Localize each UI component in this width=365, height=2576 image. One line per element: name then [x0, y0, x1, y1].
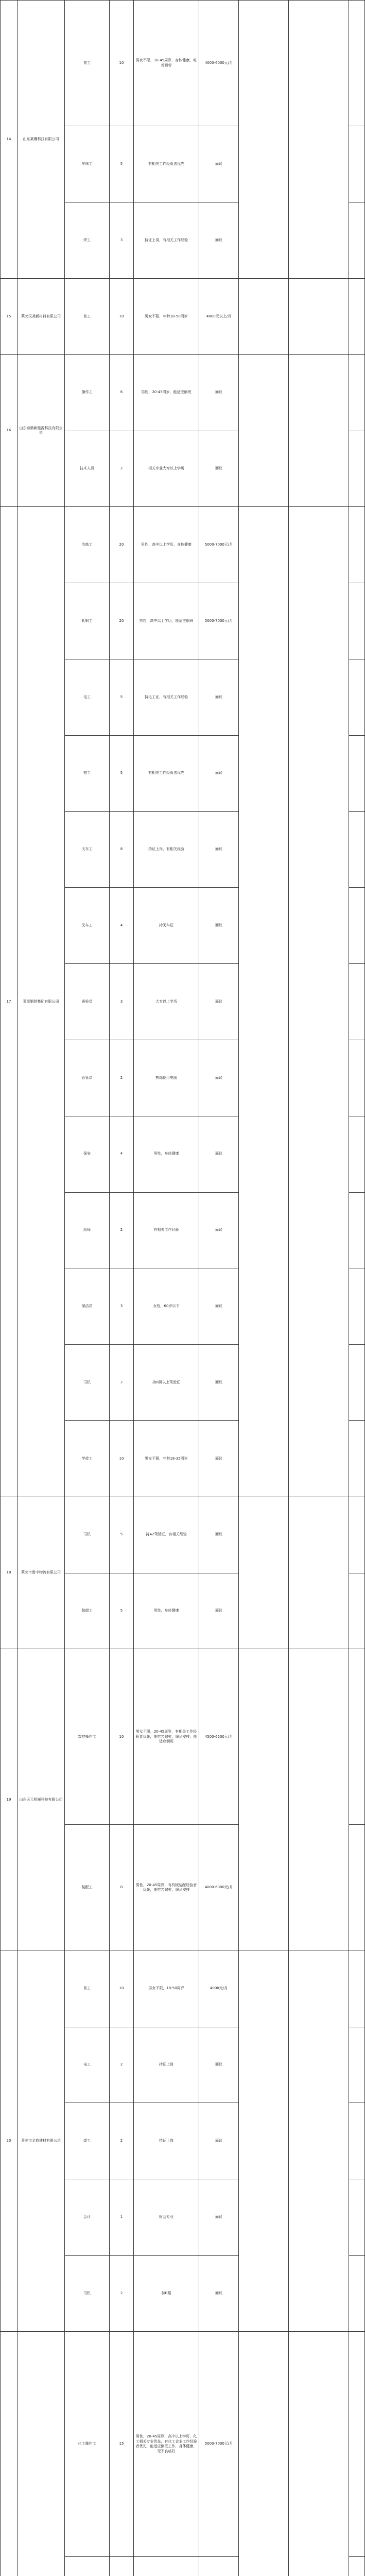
- job-title: 学徒工: [65, 1420, 110, 1497]
- job-note: [349, 1040, 365, 1116]
- job-note: [349, 1649, 365, 1825]
- job-pay: 4000元以上/月: [199, 279, 239, 355]
- job-pay: 面议: [199, 126, 239, 202]
- job-title: 会计: [65, 2179, 110, 2256]
- job-requirements: 有相关工作经验者优先: [134, 735, 199, 811]
- job-pay: 5000-7000元/月: [199, 507, 239, 583]
- job-title: 质检员: [65, 964, 110, 1040]
- job-note: [349, 507, 365, 583]
- job-note: [349, 1268, 365, 1345]
- job-count: 2: [110, 431, 134, 507]
- job-title: 仓管员: [65, 1040, 110, 1116]
- recruitment-table-body: [1, 1, 365, 2576]
- job-title: 装配工: [65, 1825, 110, 1951]
- job-row: [1, 507, 365, 583]
- job-requirements: 男女不限，年龄18-50周岁: [134, 279, 199, 355]
- job-title: 车床工: [65, 126, 110, 202]
- job-pay: 面议: [199, 1192, 239, 1268]
- company-phone: [289, 1, 349, 279]
- job-count: 1: [110, 2179, 134, 2256]
- job-pay: 4000-6000元/月: [199, 1, 239, 126]
- job-requirements: 男女不限，18-45周岁，身体健康，吃苦耐劳: [134, 1, 199, 126]
- job-requirements: 持电工证，有相关工作经验: [134, 659, 199, 735]
- job-title: 化工操作工: [65, 2331, 110, 2557]
- job-note: [349, 1825, 365, 1951]
- job-requirements: 持B照以上驾驶证: [134, 1345, 199, 1421]
- company-contact: [239, 1497, 289, 1649]
- job-requirements: 男性，身体健康: [134, 1116, 199, 1192]
- company-number: 20: [1, 1951, 18, 2331]
- job-row: [1, 1, 365, 126]
- job-requirements: 男女不限，年龄18-35周岁: [134, 1420, 199, 1497]
- job-count: 10: [110, 279, 134, 355]
- job-title: 普工: [65, 1, 110, 126]
- company-phone: [289, 1649, 349, 1951]
- job-pay: 4500-6500元/月: [199, 1649, 239, 1825]
- job-note: [349, 431, 365, 507]
- job-requirements: 熟练使用电脑: [134, 1040, 199, 1116]
- job-count: 2: [110, 1345, 134, 1421]
- company-name: 莱芜钢铁集团有限公司: [18, 507, 65, 1497]
- job-title: 焊工: [65, 2103, 110, 2179]
- job-requirements: 男性，20-45周岁，高中以上学历，化工相关专业优先，有化工企业工作经验者优先，能适应倒班工作，身体健康，无不良嗜好: [134, 2331, 199, 2557]
- job-pay: 面议: [199, 2255, 239, 2331]
- job-count: 2: [110, 1192, 134, 1268]
- job-row: [1, 354, 365, 431]
- job-pay: 面议: [199, 1268, 239, 1345]
- job-count: 3: [110, 964, 134, 1040]
- job-pay: 面议: [199, 431, 239, 507]
- job-count: [110, 2557, 134, 2576]
- job-pay: 面议: [199, 888, 239, 964]
- job-pay: [199, 2557, 239, 2576]
- company-contact: [239, 507, 289, 1497]
- company-name: 山东莱鹰科技有限公司: [18, 1, 65, 279]
- job-requirements: [134, 2557, 199, 2576]
- job-pay: 面议: [199, 735, 239, 811]
- company-phone: [289, 507, 349, 1497]
- job-note: [349, 659, 365, 735]
- job-title: 司机: [65, 2255, 110, 2331]
- job-note: [349, 583, 365, 659]
- company-name: 山东天元机械科技有限公司: [18, 1649, 65, 1951]
- job-note: [349, 2255, 365, 2331]
- job-pay: 5000-7000元/月: [199, 2331, 239, 2557]
- job-pay: 面议: [199, 1345, 239, 1421]
- job-count: 2: [110, 1040, 134, 1116]
- job-title: 轧钢工: [65, 583, 110, 659]
- job-pay: 面议: [199, 659, 239, 735]
- job-pay: 面议: [199, 964, 239, 1040]
- job-title: 司机: [65, 1497, 110, 1573]
- job-title: 保洁员: [65, 1268, 110, 1345]
- job-title: 操作工: [65, 354, 110, 431]
- company-phone: [289, 2331, 349, 2576]
- job-requirements: 财会专业: [134, 2179, 199, 2256]
- company-contact: [239, 1649, 289, 1951]
- job-pay: 面议: [199, 2179, 239, 2256]
- job-count: 5: [110, 659, 134, 735]
- job-pay: 面议: [199, 202, 239, 279]
- job-title: 钳工: [65, 735, 110, 811]
- company-name: 莱芜市鲁中物流有限公司: [18, 1497, 65, 1649]
- job-note: [349, 1345, 365, 1421]
- company-phone: [289, 1951, 349, 2331]
- job-note: [349, 1951, 365, 2027]
- company-number: 15: [1, 279, 18, 355]
- job-title: 厨师: [65, 1192, 110, 1268]
- job-pay: 面议: [199, 1040, 239, 1116]
- job-count: 4: [110, 1116, 134, 1192]
- job-requirements: 持叉车证: [134, 888, 199, 964]
- company-number: [1, 2331, 18, 2576]
- job-pay: 面议: [199, 811, 239, 888]
- job-title: 电工: [65, 2027, 110, 2103]
- job-pay: 面议: [199, 354, 239, 431]
- job-count: 20: [110, 507, 134, 583]
- company-phone: [289, 279, 349, 355]
- job-note: [349, 811, 365, 888]
- job-note: [349, 126, 365, 202]
- job-note: [349, 1420, 365, 1497]
- job-row: [1, 1497, 365, 1573]
- company-number: 17: [1, 507, 18, 1497]
- company-number: 16: [1, 354, 18, 507]
- job-requirements: 男女不限，20-45周岁，有相关工作经验者优先，能吃苦耐劳，服从安排，能适应倒班: [134, 1649, 199, 1825]
- job-requirements: 相关专业大专以上学历: [134, 431, 199, 507]
- job-title: 普工: [65, 1951, 110, 2027]
- job-row: [1, 1951, 365, 2027]
- job-requirements: 男女不限，18-50周岁: [134, 1951, 199, 2027]
- job-count: 2: [110, 2027, 134, 2103]
- job-pay: 4000元/月: [199, 1951, 239, 2027]
- job-requirements: 男性，身体健康: [134, 1573, 199, 1649]
- job-count: 3: [110, 1268, 134, 1345]
- job-count: 3: [110, 202, 134, 279]
- job-title: 天车工: [65, 811, 110, 888]
- job-pay: 5000-7000元/月: [199, 583, 239, 659]
- job-count: 5: [110, 1573, 134, 1649]
- job-count: 8: [110, 811, 134, 888]
- job-note: [349, 2331, 365, 2557]
- job-count: 5: [110, 126, 134, 202]
- job-title: 叉车工: [65, 888, 110, 964]
- job-note: [349, 2557, 365, 2576]
- job-count: 5: [110, 735, 134, 811]
- job-pay: 面议: [199, 2027, 239, 2103]
- job-row: [1, 2331, 365, 2557]
- job-pay: 面议: [199, 2103, 239, 2179]
- job-count: 6: [110, 354, 134, 431]
- company-name: 山东泰鼎新能源科技有限公司: [18, 354, 65, 507]
- company-name: 莱芜市金鼎建材有限公司: [18, 1951, 65, 2331]
- job-note: [349, 1192, 365, 1268]
- company-name: 莱芜汉尧新材料有限公司: [18, 279, 65, 355]
- job-count: 15: [110, 2331, 134, 2557]
- job-count: 10: [110, 1, 134, 126]
- job-requirements: 男性，20-45周岁，能适应倒班: [134, 354, 199, 431]
- job-row: [1, 1649, 365, 1825]
- job-count: 2: [110, 2255, 134, 2331]
- job-requirements: 持A2驾驶证，有相关经验: [134, 1497, 199, 1573]
- job-title: 电工: [65, 659, 110, 735]
- job-note: [349, 2103, 365, 2179]
- job-count: 4: [110, 888, 134, 964]
- company-contact: [239, 2331, 289, 2576]
- company-contact: [239, 1, 289, 279]
- job-requirements: 有相关工作经验: [134, 1192, 199, 1268]
- job-count: 8: [110, 1825, 134, 1951]
- job-note: [349, 888, 365, 964]
- job-requirements: 有相关工作经验者优先: [134, 126, 199, 202]
- company-name: [18, 2331, 65, 2576]
- job-pay: 面议: [199, 1116, 239, 1192]
- job-note: [349, 2027, 365, 2103]
- company-contact: [239, 1951, 289, 2331]
- job-count: 20: [110, 583, 134, 659]
- job-note: [349, 735, 365, 811]
- job-title: 焊工: [65, 202, 110, 279]
- company-number: 19: [1, 1649, 18, 1951]
- job-title: 数控操作工: [65, 1649, 110, 1825]
- job-title: [65, 2557, 110, 2576]
- job-note: [349, 354, 365, 431]
- job-note: [349, 1116, 365, 1192]
- job-requirements: 女性，60岁以下: [134, 1268, 199, 1345]
- job-row: [1, 279, 365, 355]
- job-requirements: 男性，20-45周岁，有机械装配经验者优先，能吃苦耐劳，服从安排: [134, 1825, 199, 1951]
- job-requirements: 大专以上学历: [134, 964, 199, 1040]
- job-requirements: 持证上岗，有相关工作经验: [134, 202, 199, 279]
- job-requirements: 男性，高中以上学历，能适应倒班: [134, 583, 199, 659]
- job-title: 冶炼工: [65, 507, 110, 583]
- job-pay: 4000-6000元/月: [199, 1825, 239, 1951]
- job-title: 装卸工: [65, 1573, 110, 1649]
- job-count: 10: [110, 1649, 134, 1825]
- job-pay: 面议: [199, 1497, 239, 1573]
- job-title: 保安: [65, 1116, 110, 1192]
- job-count: 2: [110, 2103, 134, 2179]
- job-title: 普工: [65, 279, 110, 355]
- job-requirements: 持B照: [134, 2255, 199, 2331]
- job-note: [349, 1573, 365, 1649]
- company-number: 14: [1, 1, 18, 279]
- job-note: [349, 202, 365, 279]
- job-note: [349, 279, 365, 355]
- company-phone: [289, 354, 349, 507]
- company-contact: [239, 279, 289, 355]
- company-phone: [289, 1497, 349, 1649]
- job-pay: 面议: [199, 1573, 239, 1649]
- job-count: 10: [110, 1420, 134, 1497]
- job-requirements: 持证上岗: [134, 2027, 199, 2103]
- job-title: 技术人员: [65, 431, 110, 507]
- job-note: [349, 1497, 365, 1573]
- job-pay: 面议: [199, 1420, 239, 1497]
- job-title: 司机: [65, 1345, 110, 1421]
- job-note: [349, 1, 365, 126]
- company-contact: [239, 354, 289, 507]
- company-number: 18: [1, 1497, 18, 1649]
- job-requirements: 持证上岗: [134, 2103, 199, 2179]
- job-requirements: 持证上岗，有相关经验: [134, 811, 199, 888]
- job-note: [349, 2179, 365, 2256]
- job-count: 5: [110, 1497, 134, 1573]
- job-count: 10: [110, 1951, 134, 2027]
- job-requirements: 男性，高中以上学历，身体健康: [134, 507, 199, 583]
- job-note: [349, 964, 365, 1040]
